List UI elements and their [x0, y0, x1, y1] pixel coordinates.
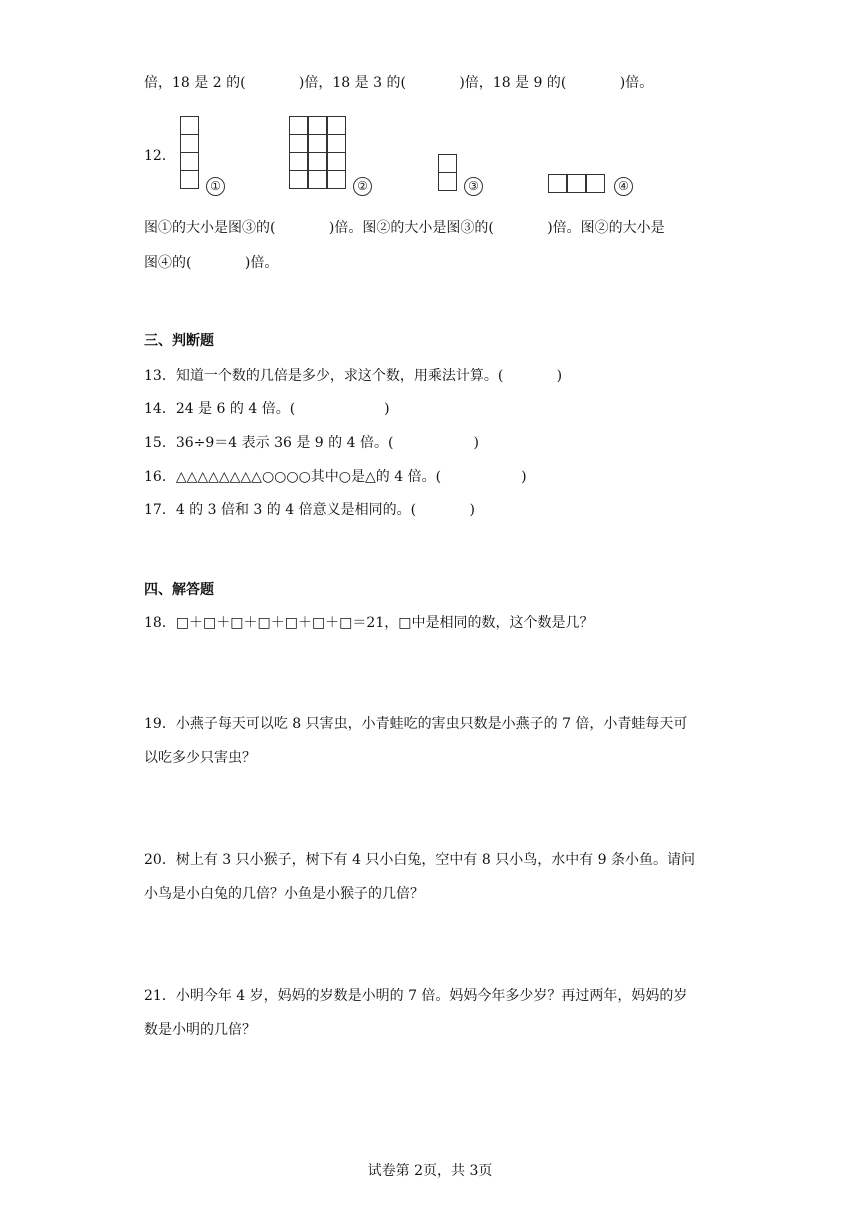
- figure-4-label: ④: [614, 177, 633, 196]
- q13-text: 13．知道一个数的几倍是多少，求这个数，用乘法计算。( ): [144, 368, 563, 384]
- q16-text: 16．△△△△△△△△○○○○其中○是△的 4 倍。( ): [144, 469, 527, 485]
- q21-line2: 数是小明的几倍？: [144, 1022, 256, 1038]
- figure-3-label: ③: [464, 177, 483, 196]
- q20-line1: 20．树上有 3 只小猴子，树下有 4 只小白兔，空中有 8 只小鸟，水中有 9 条小鱼。请问: [144, 852, 696, 868]
- q12-text-line1: 图①的大小是图③的( )倍。图②的大小是图③的( )倍。图②的大小是: [144, 220, 665, 236]
- page-footer: 试卷第 2页，共 3页: [367, 1163, 493, 1179]
- q18-text: 18．□＋□＋□＋□＋□＋□＋□＝21，□中是相同的数，这个数是几？: [144, 615, 594, 631]
- q21-line1: 21．小明今年 4 岁，妈妈的岁数是小明的 7 倍。妈妈今年多少岁？再过两年，妈妈的岁: [144, 988, 688, 1004]
- q11-continued-text: 倍，18 是 2 的( )倍，18 是 3 的( )倍，18 是 9 的( )倍。: [144, 75, 654, 91]
- section4-title: 四、解答题: [144, 582, 214, 598]
- q14-text: 14．24 是 6 的 4 倍。( ): [144, 401, 390, 417]
- q15-text: 15．36÷9＝4 表示 36 是 9 的 4 倍。( ): [144, 435, 479, 451]
- q12-number: 12．: [144, 148, 176, 164]
- q12-text-line2: 图④的( )倍。: [144, 255, 279, 271]
- section3-title: 三、判断题: [144, 333, 214, 349]
- figure-1-label: ①: [206, 177, 225, 196]
- q17-text: 17．4 的 3 倍和 3 的 4 倍意义是相同的。( ): [144, 502, 475, 518]
- figure-2-label: ②: [353, 177, 372, 196]
- q20-line2: 小鸟是小白兔的几倍？小鱼是小猴子的几倍？: [144, 886, 424, 902]
- q19-line2: 以吃多少只害虫？: [144, 750, 256, 766]
- q19-line1: 19．小燕子每天可以吃 8 只害虫，小青蛙吃的害虫只数是小燕子的 7 倍，小青蛙每天可: [144, 716, 688, 732]
